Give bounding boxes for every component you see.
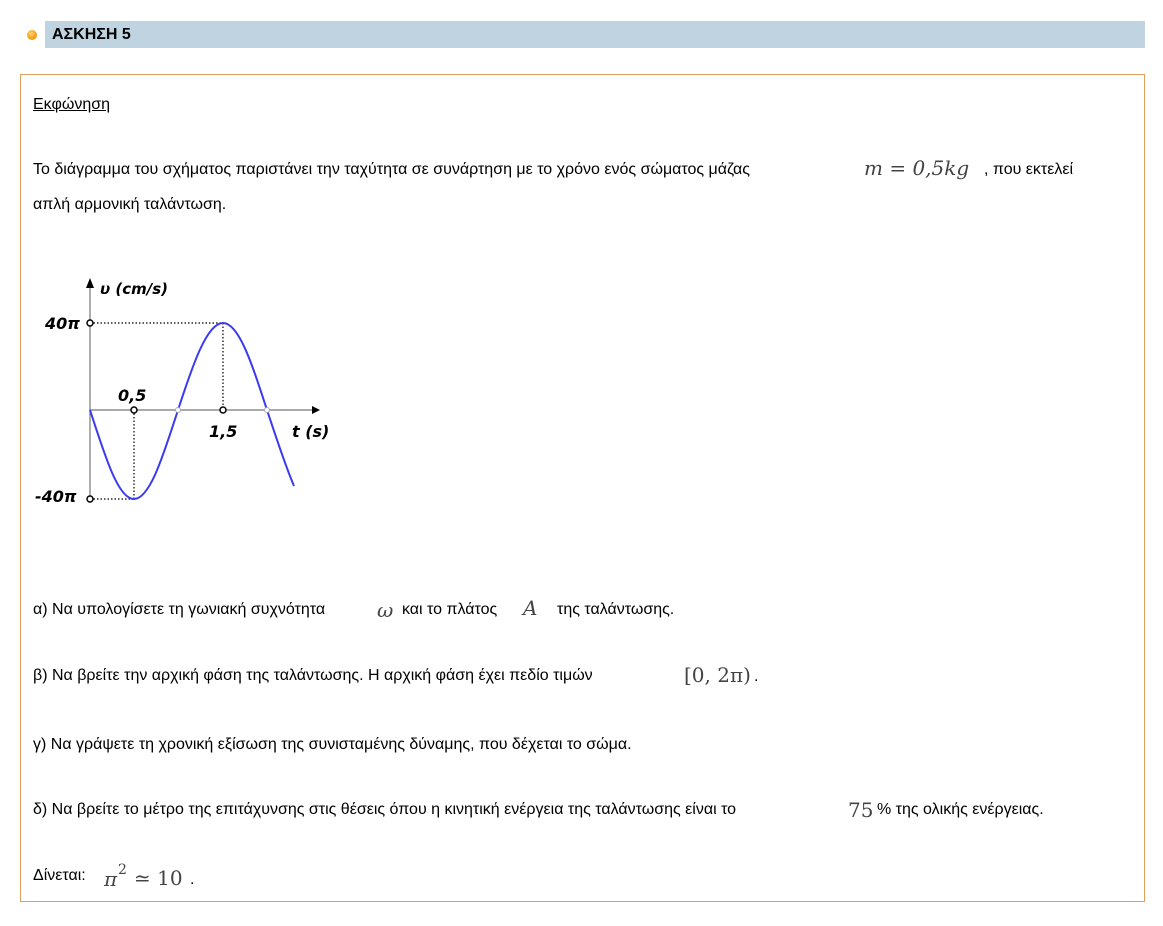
exercise-title-bar	[22, 21, 1145, 48]
percentage-value: 75	[848, 798, 874, 822]
zero-crossing-point	[176, 408, 181, 413]
statement-line2: απλή αρμονική ταλάντωση.	[33, 196, 227, 213]
x-tick-0-5	[131, 407, 137, 413]
question-a-pre: α) Να υπολογίσετε τη γωνιακή συχνότητα	[33, 601, 326, 618]
v-axis-arrow-icon	[86, 278, 94, 288]
question-a-post: της ταλάντωσης.	[557, 601, 675, 618]
x-tick-1-5-label: 1,5	[209, 422, 238, 441]
y-max-label: 40π	[45, 314, 80, 333]
amplitude-symbol: A	[523, 596, 538, 620]
zero-crossing-point	[265, 408, 270, 413]
t-axis-arrow-icon	[312, 406, 320, 414]
statement-heading: Εκφώνηση	[33, 96, 111, 113]
bullet-icon	[27, 30, 37, 40]
velocity-curve	[90, 323, 294, 499]
phase-range: [0, 2π)	[684, 663, 751, 687]
question-b-pre: β) Να βρείτε την αρχική φάση της ταλάντωσης. Η αρχική φάση έχει πεδίο τιμών	[33, 667, 593, 684]
y-max-tick	[87, 320, 93, 326]
question-a-mid: και το πλάτος	[402, 601, 498, 618]
exercise-title-box	[45, 21, 1145, 48]
statement-line1-post: , που εκτελεί	[984, 161, 1074, 178]
given-label: Δίνεται:	[33, 867, 86, 884]
x-tick-1-5	[220, 407, 226, 413]
x-tick-0-5-label: 0,5	[118, 386, 147, 405]
omega-symbol: ω	[377, 598, 394, 622]
given-period: .	[190, 871, 195, 888]
question-b-post: .	[754, 668, 759, 685]
pi-symbol: π	[104, 867, 118, 891]
given-approx: ≃ 10	[134, 866, 183, 890]
question-c: γ) Να γράψετε τη χρονική εξίσωση της συνισταμένης δύναμης, που δέχεται το σώμα.	[33, 736, 632, 753]
mass-formula: m = 0,5kg	[864, 156, 970, 180]
question-d-post: % της ολικής ενέργειας.	[877, 801, 1044, 818]
velocity-time-graph	[30, 268, 350, 508]
question-d-pre: δ) Να βρείτε το μέτρο της επιτάχυνσης στις θέσεις όπου η κινητική ενέργεια της ταλάντωσης είναι το	[33, 801, 737, 818]
v-axis-label: υ (cm/s)	[100, 280, 168, 298]
statement-line1-pre: Το διάγραμμα του σχήματος παριστάνει την ταχύτητα σε συνάρτηση με το χρόνο ενός σώματος μάζας	[33, 161, 750, 178]
pi-exponent: 2	[118, 862, 127, 878]
exercise-title: ΑΣΚΗΣΗ 5	[52, 26, 131, 43]
t-axis-label: t (s)	[292, 422, 330, 441]
y-min-tick	[87, 496, 93, 502]
y-min-label: -40π	[35, 487, 77, 506]
